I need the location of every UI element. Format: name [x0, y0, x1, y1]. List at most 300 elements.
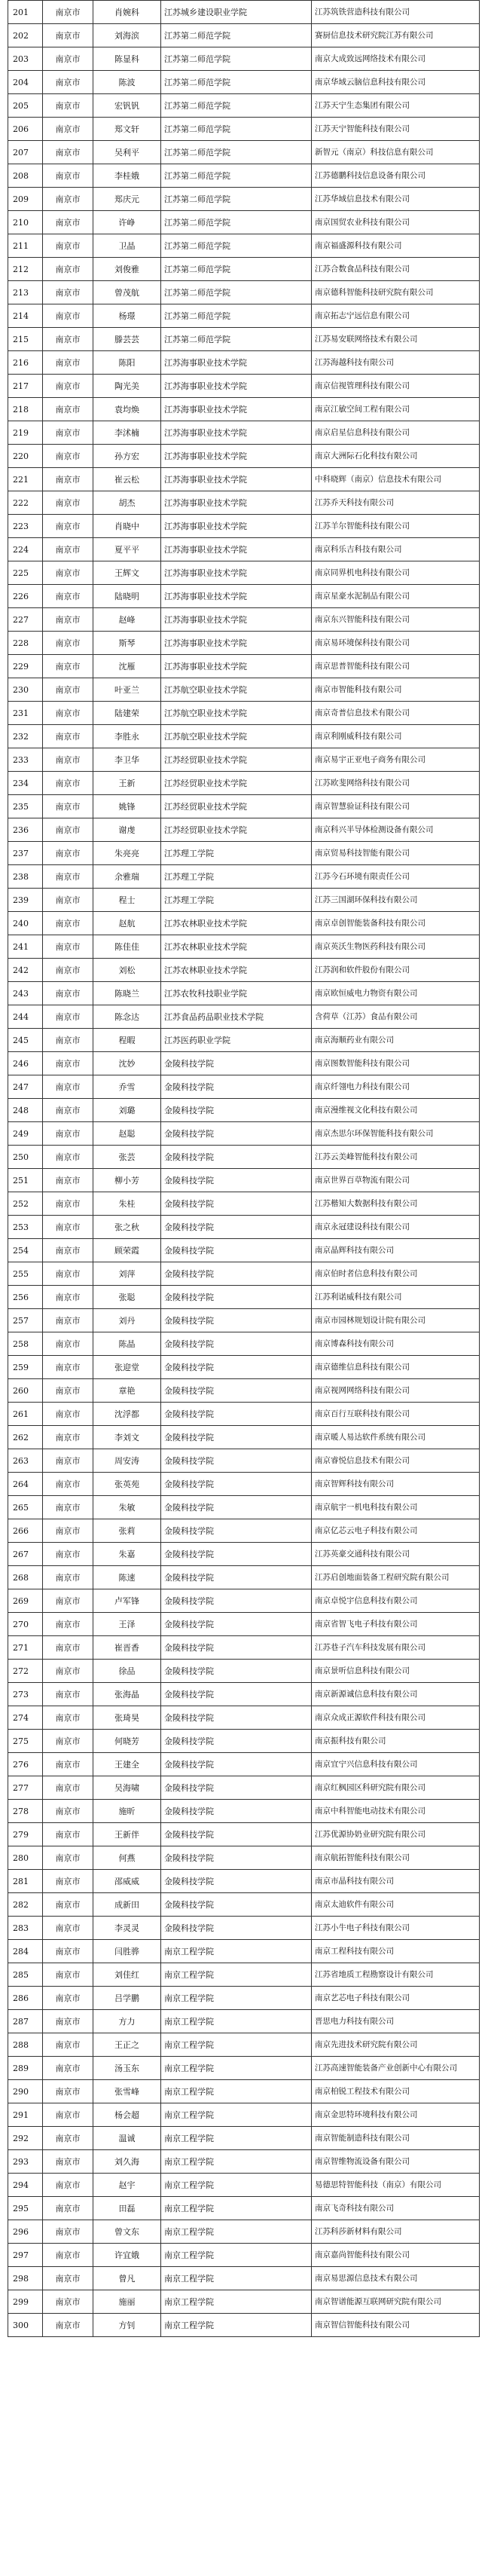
table-row: [8, 1309, 480, 1332]
table-row: [8, 1800, 480, 1823]
table-row: [8, 585, 480, 608]
table-row: [8, 2267, 480, 2290]
city-cell: 南京市: [43, 585, 93, 608]
person-name-cell: 程暇: [93, 1029, 161, 1052]
city-cell: 南京市: [43, 258, 93, 281]
person-name-cell: 陆建荣: [93, 702, 161, 725]
row-number: 284: [8, 1940, 43, 1963]
school-cell: 金陵科技学院: [161, 1309, 312, 1332]
person-name-cell: 刘丹: [93, 1309, 161, 1332]
row-number: 257: [8, 1309, 43, 1332]
city-cell: 南京市: [43, 445, 93, 468]
table-row: [8, 2103, 480, 2127]
table-row: [8, 2080, 480, 2103]
person-name-cell: 李沭楠: [93, 421, 161, 445]
company-cell: 江苏优源协奶业研究院有限公司: [312, 1823, 480, 1846]
company-cell: 南京思普智能科技有限公司: [312, 655, 480, 678]
row-number: 271: [8, 1636, 43, 1660]
person-name-cell: 朱嘉: [93, 1543, 161, 1566]
company-cell: 南京航宇一机电科技有限公司: [312, 1496, 480, 1519]
person-name-cell: 滕芸芸: [93, 328, 161, 351]
row-number: 264: [8, 1473, 43, 1496]
roster-table: [8, 0, 480, 2337]
person-name-cell: 施丽: [93, 2290, 161, 2314]
row-number: 273: [8, 1683, 43, 1706]
school-cell: 金陵科技学院: [161, 1239, 312, 1262]
school-cell: 南京工程学院: [161, 2314, 312, 2337]
table-row: [8, 678, 480, 702]
person-name-cell: 方力: [93, 2010, 161, 2033]
school-cell: 江苏经贸职业技术学院: [161, 748, 312, 772]
row-number: 236: [8, 818, 43, 842]
city-cell: 南京市: [43, 561, 93, 585]
school-cell: 江苏农牧科技职业学院: [161, 982, 312, 1005]
city-cell: 南京市: [43, 725, 93, 748]
school-cell: 江苏第二师范学院: [161, 328, 312, 351]
school-cell: 南京工程学院: [161, 2033, 312, 2057]
company-cell: 南京智慧验证科技有限公司: [312, 795, 480, 818]
row-number: 253: [8, 1216, 43, 1239]
city-cell: 南京市: [43, 398, 93, 421]
person-name-cell: 温诚: [93, 2127, 161, 2150]
school-cell: 金陵科技学院: [161, 1543, 312, 1566]
school-cell: 金陵科技学院: [161, 1917, 312, 1940]
table-row: [8, 1169, 480, 1192]
person-name-cell: 刘海滨: [93, 24, 161, 47]
table-row: [8, 2314, 480, 2337]
person-name-cell: 陈阳: [93, 351, 161, 375]
city-cell: 南京市: [43, 281, 93, 304]
table-row: [8, 1075, 480, 1099]
company-cell: 南京艺芯电子科技有限公司: [312, 1987, 480, 2010]
city-cell: 南京市: [43, 678, 93, 702]
company-cell: 南京柏锐工程技术有限公司: [312, 2080, 480, 2103]
person-name-cell: 陈念达: [93, 1005, 161, 1029]
row-number: 288: [8, 2033, 43, 2057]
school-cell: 金陵科技学院: [161, 1192, 312, 1216]
table-row: [8, 1589, 480, 1613]
person-name-cell: 方钊: [93, 2314, 161, 2337]
table-row: [8, 818, 480, 842]
table-row: [8, 1496, 480, 1519]
city-cell: 南京市: [43, 491, 93, 515]
city-cell: 南京市: [43, 935, 93, 959]
school-cell: 江苏第二师范学院: [161, 118, 312, 141]
school-cell: 江苏理工学院: [161, 842, 312, 865]
company-cell: 南京暖人易达软件系统有限公司: [312, 1426, 480, 1449]
company-cell: 江苏巷子汽车科技发展有限公司: [312, 1636, 480, 1660]
person-name-cell: 施昕: [93, 1800, 161, 1823]
company-cell: 南京智谱能源互联网研究院有限公司: [312, 2290, 480, 2314]
person-name-cell: 谢虔: [93, 818, 161, 842]
company-cell: 江苏英豪交通科技有限公司: [312, 1543, 480, 1566]
school-cell: 江苏海事职业技术学院: [161, 351, 312, 375]
table-row: [8, 1052, 480, 1075]
table-row: [8, 561, 480, 585]
person-name-cell: 张之秋: [93, 1216, 161, 1239]
person-name-cell: 曾茂航: [93, 281, 161, 304]
company-cell: 南京卓创智能装备科技有限公司: [312, 912, 480, 935]
person-name-cell: 张莉: [93, 1519, 161, 1543]
table-row: [8, 2150, 480, 2174]
person-name-cell: 肖晓中: [93, 515, 161, 538]
row-number: 279: [8, 1823, 43, 1846]
row-number: 237: [8, 842, 43, 865]
company-cell: 南京智维物流设备有限公司: [312, 2150, 480, 2174]
city-cell: 南京市: [43, 2244, 93, 2267]
company-cell: 江苏天宁生态集团有限公司: [312, 94, 480, 118]
city-cell: 南京市: [43, 1005, 93, 1029]
person-name-cell: 杨会超: [93, 2103, 161, 2127]
city-cell: 南京市: [43, 748, 93, 772]
person-name-cell: 夏平平: [93, 538, 161, 561]
company-cell: 江苏华域信息技术有限公司: [312, 188, 480, 211]
row-number: 267: [8, 1543, 43, 1566]
company-cell: 南京奇普信息技术有限公司: [312, 702, 480, 725]
table-row: [8, 351, 480, 375]
school-cell: 金陵科技学院: [161, 1449, 312, 1473]
table-row: [8, 1356, 480, 1379]
company-cell: 南京智能制造科技有限公司: [312, 2127, 480, 2150]
company-cell: 南京漫维视文化科技有限公司: [312, 1099, 480, 1122]
person-name-cell: 王正之: [93, 2033, 161, 2057]
row-number: 225: [8, 561, 43, 585]
school-cell: 南京工程学院: [161, 2103, 312, 2127]
city-cell: 南京市: [43, 1870, 93, 1893]
city-cell: 南京市: [43, 1286, 93, 1309]
table-row: [8, 865, 480, 889]
school-cell: 南京工程学院: [161, 2220, 312, 2244]
table-row: [8, 164, 480, 188]
table-row: [8, 2197, 480, 2220]
city-cell: 南京市: [43, 141, 93, 164]
row-number: 274: [8, 1706, 43, 1730]
school-cell: 江苏理工学院: [161, 865, 312, 889]
person-name-cell: 成新田: [93, 1893, 161, 1917]
row-number: 208: [8, 164, 43, 188]
row-number: 235: [8, 795, 43, 818]
row-number: 218: [8, 398, 43, 421]
school-cell: 金陵科技学院: [161, 1706, 312, 1730]
company-cell: 南京大成致远网络技术有限公司: [312, 47, 480, 71]
company-cell: 南京智辉科技有限公司: [312, 1473, 480, 1496]
table-row: [8, 2290, 480, 2314]
person-name-cell: 闫胜骅: [93, 1940, 161, 1963]
company-cell: 南京德科智能科技研究院有限公司: [312, 281, 480, 304]
person-name-cell: 乔雪: [93, 1075, 161, 1099]
table-row: [8, 772, 480, 795]
row-number: 254: [8, 1239, 43, 1262]
table-row: [8, 725, 480, 748]
person-name-cell: 王新: [93, 772, 161, 795]
city-cell: 南京市: [43, 1940, 93, 1963]
school-cell: 南京工程学院: [161, 2290, 312, 2314]
school-cell: 金陵科技学院: [161, 1870, 312, 1893]
table-row: [8, 1239, 480, 1262]
row-number: 245: [8, 1029, 43, 1052]
company-cell: 江苏小牛电子科技有限公司: [312, 1917, 480, 1940]
company-cell: 江苏德鹏科技信息设备有限公司: [312, 164, 480, 188]
table-row: [8, 47, 480, 71]
company-cell: 江苏楷知大数据科技有限公司: [312, 1192, 480, 1216]
city-cell: 南京市: [43, 1426, 93, 1449]
table-row: [8, 1286, 480, 1309]
company-cell: 南京市智能科技有限公司: [312, 678, 480, 702]
table-row: [8, 1776, 480, 1800]
company-cell: 南京易思源信息技术有限公司: [312, 2267, 480, 2290]
row-number: 249: [8, 1122, 43, 1146]
row-number: 202: [8, 24, 43, 47]
city-cell: 南京市: [43, 234, 93, 258]
school-cell: 南京工程学院: [161, 2127, 312, 2150]
school-cell: 金陵科技学院: [161, 1496, 312, 1519]
row-number: 248: [8, 1099, 43, 1122]
table-row: [8, 2174, 480, 2197]
person-name-cell: 赵峰: [93, 608, 161, 632]
company-cell: 中科晓辉（南京）信息技术有限公司: [312, 468, 480, 491]
row-number: 300: [8, 2314, 43, 2337]
person-name-cell: 刘松: [93, 959, 161, 982]
company-cell: 南京英沃生物医药科技有限公司: [312, 935, 480, 959]
company-cell: 江苏羊尔智能科技有限公司: [312, 515, 480, 538]
table-row: [8, 1987, 480, 2010]
school-cell: 江苏第二师范学院: [161, 47, 312, 71]
person-name-cell: 孙方宏: [93, 445, 161, 468]
table-row: [8, 795, 480, 818]
row-number: 242: [8, 959, 43, 982]
city-cell: 南京市: [43, 2290, 93, 2314]
city-cell: 南京市: [43, 1660, 93, 1683]
row-number: 247: [8, 1075, 43, 1099]
city-cell: 南京市: [43, 1192, 93, 1216]
company-cell: 南京市晶科技有限公司: [312, 1870, 480, 1893]
company-cell: 南京振科技有限公司: [312, 1730, 480, 1753]
row-number: 251: [8, 1169, 43, 1192]
school-cell: 金陵科技学院: [161, 1613, 312, 1636]
row-number: 255: [8, 1262, 43, 1286]
company-cell: 含荷草（江苏）食品有限公司: [312, 1005, 480, 1029]
city-cell: 南京市: [43, 2314, 93, 2337]
company-cell: 南京同界机电科技有限公司: [312, 561, 480, 585]
table-row: [8, 515, 480, 538]
company-cell: 南京飞奇科技有限公司: [312, 2197, 480, 2220]
city-cell: 南京市: [43, 1543, 93, 1566]
table-row: [8, 421, 480, 445]
person-name-cell: 陈显科: [93, 47, 161, 71]
row-number: 213: [8, 281, 43, 304]
row-number: 211: [8, 234, 43, 258]
city-cell: 南京市: [43, 1963, 93, 1987]
company-cell: 南京贸易科技智能有限公司: [312, 842, 480, 865]
table-row: [8, 94, 480, 118]
school-cell: 江苏经贸职业技术学院: [161, 795, 312, 818]
city-cell: 南京市: [43, 959, 93, 982]
company-cell: 南京江敏空间工程有限公司: [312, 398, 480, 421]
company-cell: 江苏今石环境有限责任公司: [312, 865, 480, 889]
school-cell: 金陵科技学院: [161, 1776, 312, 1800]
person-name-cell: 余雅瑞: [93, 865, 161, 889]
school-cell: 江苏医药职业学院: [161, 1029, 312, 1052]
city-cell: 南京市: [43, 1262, 93, 1286]
city-cell: 南京市: [43, 842, 93, 865]
school-cell: 江苏经贸职业技术学院: [161, 772, 312, 795]
row-number: 250: [8, 1146, 43, 1169]
city-cell: 南京市: [43, 421, 93, 445]
person-name-cell: 陶光美: [93, 375, 161, 398]
table-row: [8, 935, 480, 959]
table-row: [8, 258, 480, 281]
company-cell: 江苏润和软件股份有限公司: [312, 959, 480, 982]
school-cell: 江苏海事职业技术学院: [161, 632, 312, 655]
school-cell: 南京工程学院: [161, 2057, 312, 2080]
company-cell: 南京博森科技有限公司: [312, 1332, 480, 1356]
city-cell: 南京市: [43, 632, 93, 655]
row-number: 285: [8, 1963, 43, 1987]
table-row: [8, 959, 480, 982]
table-row: [8, 538, 480, 561]
row-number: 290: [8, 2080, 43, 2103]
company-cell: 南京晶辉科技有限公司: [312, 1239, 480, 1262]
school-cell: 金陵科技学院: [161, 1146, 312, 1169]
company-cell: 南京纤翎电力科技有限公司: [312, 1075, 480, 1099]
table-row: [8, 1449, 480, 1473]
table-row: [8, 141, 480, 164]
person-name-cell: 吕学鹏: [93, 1987, 161, 2010]
person-name-cell: 曾凡: [93, 2267, 161, 2290]
table-row: [8, 1519, 480, 1543]
city-cell: 南京市: [43, 1449, 93, 1473]
school-cell: 江苏理工学院: [161, 889, 312, 912]
row-number: 270: [8, 1613, 43, 1636]
city-cell: 南京市: [43, 1075, 93, 1099]
table-row: [8, 1029, 480, 1052]
school-cell: 金陵科技学院: [161, 1052, 312, 1075]
school-cell: 南京工程学院: [161, 2244, 312, 2267]
person-name-cell: 程士: [93, 889, 161, 912]
table-row: [8, 1940, 480, 1963]
table-row: [8, 118, 480, 141]
person-name-cell: 崔晋香: [93, 1636, 161, 1660]
city-cell: 南京市: [43, 2080, 93, 2103]
person-name-cell: 姚锋: [93, 795, 161, 818]
city-cell: 南京市: [43, 912, 93, 935]
city-cell: 南京市: [43, 2033, 93, 2057]
table-row: [8, 375, 480, 398]
school-cell: 金陵科技学院: [161, 1589, 312, 1613]
school-cell: 金陵科技学院: [161, 1356, 312, 1379]
person-name-cell: 张聪: [93, 1286, 161, 1309]
row-number: 210: [8, 211, 43, 234]
person-name-cell: 胡杰: [93, 491, 161, 515]
person-name-cell: 何燕: [93, 1846, 161, 1870]
person-name-cell: 曾文东: [93, 2220, 161, 2244]
school-cell: 江苏海事职业技术学院: [161, 515, 312, 538]
company-cell: 江苏云美峰智能科技有限公司: [312, 1146, 480, 1169]
person-name-cell: 徐品: [93, 1660, 161, 1683]
person-name-cell: 宏钒钒: [93, 94, 161, 118]
school-cell: 江苏海事职业技术学院: [161, 398, 312, 421]
person-name-cell: 陈晶: [93, 1332, 161, 1356]
row-number: 223: [8, 515, 43, 538]
company-cell: 南京利刚威科技有限公司: [312, 725, 480, 748]
row-number: 238: [8, 865, 43, 889]
person-name-cell: 顾荣霞: [93, 1239, 161, 1262]
company-cell: 江苏三国湖环保科技有限公司: [312, 889, 480, 912]
person-name-cell: 王辉文: [93, 561, 161, 585]
company-cell: 南京新源诚信息科技有限公司: [312, 1683, 480, 1706]
table-row: [8, 1613, 480, 1636]
school-cell: 江苏航空职业技术学院: [161, 678, 312, 702]
school-cell: 江苏第二师范学院: [161, 234, 312, 258]
table-row: [8, 1917, 480, 1940]
school-cell: 江苏航空职业技术学院: [161, 702, 312, 725]
row-number: 207: [8, 141, 43, 164]
person-name-cell: 朱亮亮: [93, 842, 161, 865]
person-name-cell: 沈雁: [93, 655, 161, 678]
table-row: [8, 655, 480, 678]
city-cell: 南京市: [43, 1146, 93, 1169]
row-number: 287: [8, 2010, 43, 2033]
person-name-cell: 刘俊雅: [93, 258, 161, 281]
city-cell: 南京市: [43, 772, 93, 795]
row-number: 221: [8, 468, 43, 491]
school-cell: 金陵科技学院: [161, 1753, 312, 1776]
table-row: [8, 2127, 480, 2150]
table-row: [8, 1122, 480, 1146]
city-cell: 南京市: [43, 1753, 93, 1776]
school-cell: 江苏第二师范学院: [161, 281, 312, 304]
city-cell: 南京市: [43, 2127, 93, 2150]
school-cell: 金陵科技学院: [161, 1122, 312, 1146]
person-name-cell: 刘佳红: [93, 1963, 161, 1987]
company-cell: 南京睿悦信息技术有限公司: [312, 1449, 480, 1473]
row-number: 268: [8, 1566, 43, 1589]
school-cell: 金陵科技学院: [161, 1800, 312, 1823]
row-number: 226: [8, 585, 43, 608]
company-cell: 江苏高速智能装备产业创新中心有限公司: [312, 2057, 480, 2080]
school-cell: 金陵科技学院: [161, 1216, 312, 1239]
table-row: [8, 889, 480, 912]
row-number: 265: [8, 1496, 43, 1519]
city-cell: 南京市: [43, 328, 93, 351]
person-name-cell: 郑庆元: [93, 188, 161, 211]
company-cell: 南京智信智能科技有限公司: [312, 2314, 480, 2337]
row-number: 260: [8, 1379, 43, 1403]
company-cell: 江苏科莎新材料有限公司: [312, 2220, 480, 2244]
company-cell: 新智元（南京）科技信息有限公司: [312, 141, 480, 164]
row-number: 297: [8, 2244, 43, 2267]
person-name-cell: 刘璐: [93, 1099, 161, 1122]
school-cell: 江苏第二师范学院: [161, 304, 312, 328]
company-cell: 南京信视管理科技有限公司: [312, 375, 480, 398]
company-cell: 南京太迪软件有限公司: [312, 1893, 480, 1917]
person-name-cell: 沈浮都: [93, 1403, 161, 1426]
table-row: [8, 1963, 480, 1987]
school-cell: 江苏海事职业技术学院: [161, 585, 312, 608]
school-cell: 金陵科技学院: [161, 1683, 312, 1706]
person-name-cell: 王泽: [93, 1613, 161, 1636]
roster-table-body: [8, 1, 480, 2337]
company-cell: 江苏利诺威科技有限公司: [312, 1286, 480, 1309]
table-row: [8, 1543, 480, 1566]
company-cell: 南京伯时者信息科技有限公司: [312, 1262, 480, 1286]
school-cell: 金陵科技学院: [161, 1730, 312, 1753]
person-name-cell: 陈晓兰: [93, 982, 161, 1005]
row-number: 289: [8, 2057, 43, 2080]
table-row: [8, 1332, 480, 1356]
row-number: 224: [8, 538, 43, 561]
school-cell: 江苏第二师范学院: [161, 141, 312, 164]
